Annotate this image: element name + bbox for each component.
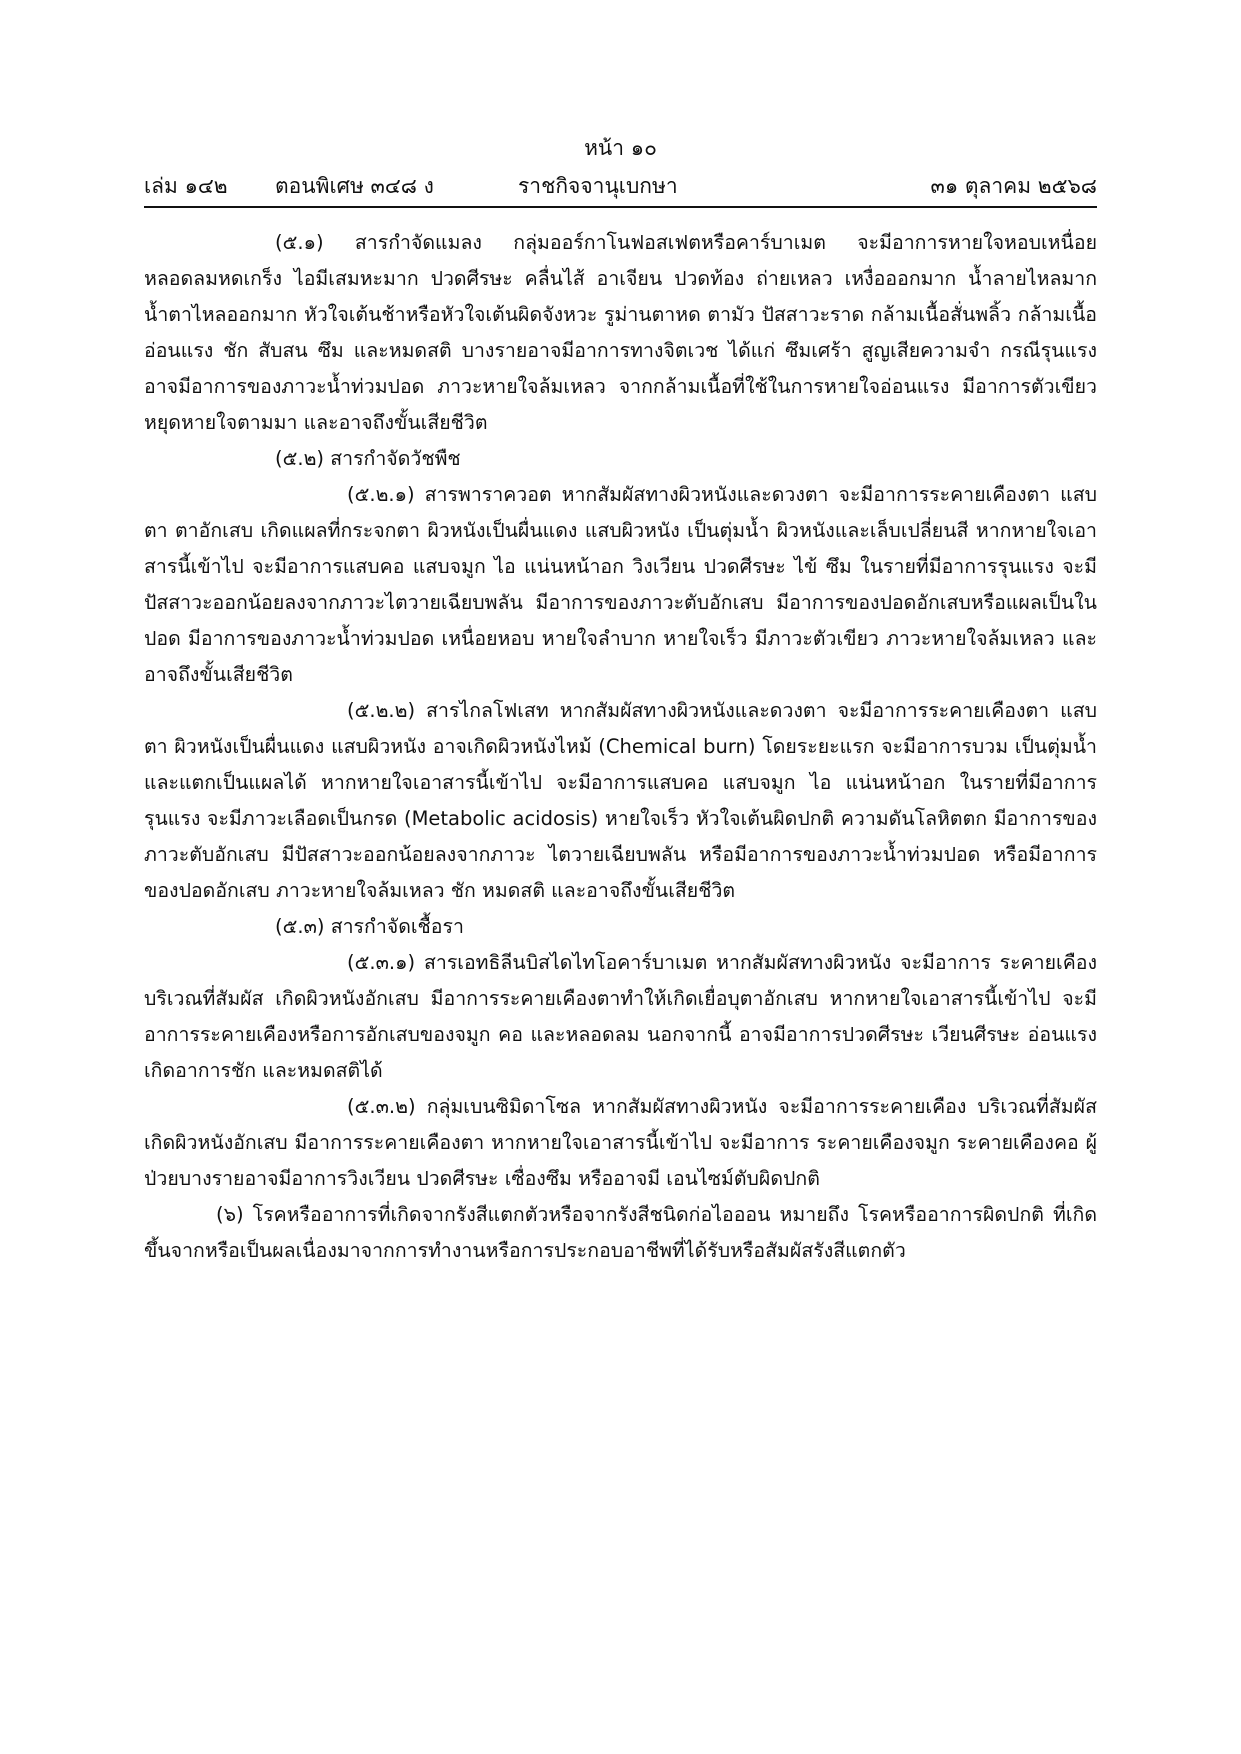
gazette-title: ราชกิจจานุเบกษา bbox=[518, 174, 678, 198]
paragraph-5-3-2: (๕.๓.๒) กลุ่มเบนซิมิดาโซล หากสัมผัสทางผิวหนัง จะมีอาการระคายเคือง บริเวณที่สัมผัส เกิดผิวหนังอักเสบ มีอาการระคายเคืองตา หากหายใจเอาสารนี้เข้าไป จะมีอาการ ระคายเคืองจมูก ระคายเคืองคอ ผู้ป่วยบางรายอาจมีอาการวิงเวียน ปวดศีรษะ เซื่องซึม หรืออาจมี เอนไซม์ตับผิดปกติ bbox=[144, 1095, 1097, 1190]
paragraph-5-2-2: (๕.๒.๒) สารไกลโฟเสท หากสัมผัสทางผิวหนังและดวงตา จะมีอาการระคายเคืองตา แสบตา ผิวหนังเป็นผื่นแดง แสบผิวหนัง อาจเกิดผิวหนังไหม้ (Chemical burn) โดยระยะแรก จะมีอาการบวม เป็นตุ่มน้ำและแตกเป็นแผลได้ หากหายใจเอาสารนี้เข้าไป จะมีอาการแสบคอ แสบจมูก ไอ แน่นหน้าอก ในรายที่มีอาการรุนแรง จะมีภาวะเลือดเป็นกรด (Metabolic acidosis) หายใจเร็ว หัวใจเต้นผิดปกติ ความดันโลหิตตก มีอาการของภาวะตับอักเสบ มีปัสสาวะออกน้อยลงจากภาวะ ไตวายเฉียบพลัน หรือมีอาการของภาวะน้ำท่วมปอด หรือมีอาการของปอดอักเสบ ภาวะหายใจล้มเหลว ชัก หมดสติ และอาจถึงขั้นเสียชีวิต bbox=[144, 699, 1097, 902]
volume-number: เล่ม ๑๔๒ bbox=[144, 174, 228, 198]
gazette-header bbox=[144, 171, 1097, 201]
paragraph-5-2-1: (๕.๒.๑) สารพาราควอต หากสัมผัสทางผิวหนังและดวงตา จะมีอาการระคายเคืองตา แสบตา ตาอักเสบ เกิดแผลที่กระจกตา ผิวหนังเป็นผื่นแดง แสบผิวหนัง เป็นตุ่มน้ำ ผิวหนังและเล็บเปลี่ยนสี หากหายใจเอาสารนี้เข้าไป จะมีอาการแสบคอ แสบจมูก ไอ แน่นหน้าอก วิงเวียน ปวดศีรษะ ไข้ ซึม ในรายที่มีอาการรุนแรง จะมีปัสสาวะออกน้อยลงจากภาวะไตวายเฉียบพลัน มีอาการของภาวะตับอักเสบ มีอาการของปอดอักเสบหรือแผลเป็นในปอด มีอาการของภาวะน้ำท่วมปอด เหนื่อยหอบ หายใจลำบาก หายใจเร็ว มีภาวะตัวเขียว ภาวะหายใจล้มเหลว และอาจถึงขั้นเสียชีวิต bbox=[144, 483, 1097, 686]
document-body bbox=[144, 225, 1097, 1269]
header-rule bbox=[144, 206, 1097, 208]
heading-5-2: (๕.๒) สารกำจัดวัชพืช bbox=[275, 447, 461, 470]
publication-date: ๓๑ ตุลาคม ๒๕๖๘ bbox=[930, 174, 1097, 198]
heading-5-3: (๕.๓) สารกำจัดเชื้อรา bbox=[275, 915, 464, 938]
page-number: หน้า ๑๐ bbox=[584, 136, 657, 160]
paragraph-5-3-1: (๕.๓.๑) สารเอทธิลีนบิสไดไทโอคาร์บาเมต หากสัมผัสทางผิวหนัง จะมีอาการ ระคายเคืองบริเวณที่สัมผัส เกิดผิวหนังอักเสบ มีอาการระคายเคืองตาทำให้เกิดเยื่อบุตาอักเสบ หากหายใจเอาสารนี้เข้าไป จะมีอาการระคายเคืองหรือการอักเสบของจมูก คอ และหลอดลม นอกจากนี้ อาจมีอาการปวดศีรษะ เวียนศีรษะ อ่อนแรง เกิดอาการชัก และหมดสติได้ bbox=[144, 951, 1097, 1082]
paragraph-6: (๖) โรคหรืออาการที่เกิดจากรังสีแตกตัวหรือจากรังสีชนิดก่อไอออน หมายถึง โรคหรืออาการผิดปกติ ที่เกิดขึ้นจากหรือเป็นผลเนื่องมาจากการทำงานหรือการประกอบอาชีพที่ได้รับหรือสัมผัสรังสีแตกตัว bbox=[144, 1203, 1097, 1262]
issue-number: ตอนพิเศษ ๓๔๘ ง bbox=[275, 174, 434, 198]
paragraph-5-1: (๕.๑) สารกำจัดแมลง กลุ่มออร์กาโนฟอสเฟตหรือคาร์บาเมต จะมีอาการหายใจหอบเหนื่อย หลอดลมหดเกร็ง ไอมีเสมหะมาก ปวดศีรษะ คลื่นไส้ อาเจียน ปวดท้อง ถ่ายเหลว เหงื่อออกมาก น้ำลายไหลมาก น้ำตาไหลออกมาก หัวใจเต้นช้าหรือหัวใจเต้นผิดจังหวะ รูม่านตาหด ตามัว ปัสสาวะราด กล้ามเนื้อสั่นพลิ้ว กล้ามเนื้ออ่อนแรง ชัก สับสน ซึม และหมดสติ บางรายอาจมีอาการทางจิตเวช ได้แก่ ซึมเศร้า สูญเสียความจำ กรณีรุนแรงอาจมีอาการของภาวะน้ำท่วมปอด ภาวะหายใจล้มเหลว จากกล้ามเนื้อที่ใช้ในการหายใจอ่อนแรง มีอาการตัวเขียว หยุดหายใจตามมา และอาจถึงขั้นเสียชีวิต bbox=[144, 231, 1097, 434]
